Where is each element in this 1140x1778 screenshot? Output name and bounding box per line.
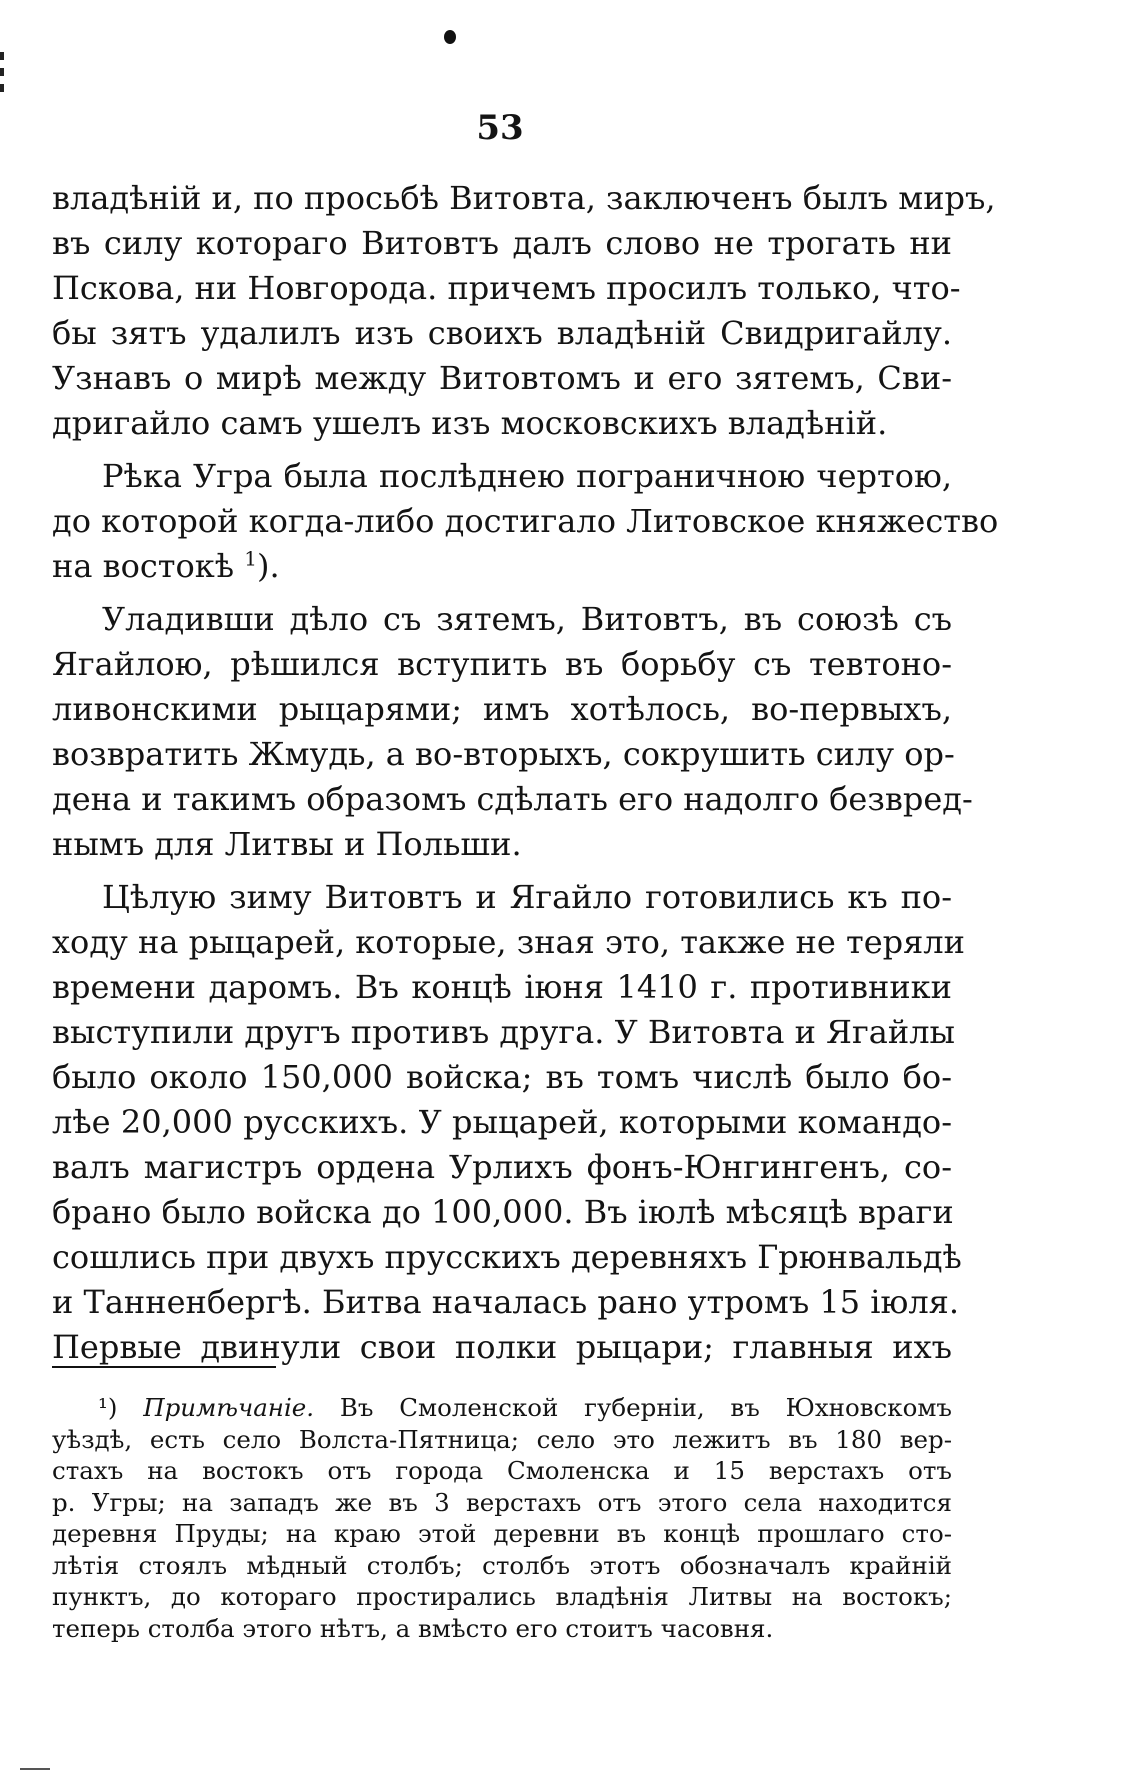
text-line: Пскова, ни Новгорода. причемъ просилъ только, что- <box>52 269 961 307</box>
footnote-line: уѣздѣ, есть село Волста-Пятница; село это лежитъ въ 180 вер- <box>52 1424 952 1454</box>
footnote-line: теперь столба этого нѣтъ, а вмѣсто его стоитъ часовня. <box>52 1613 774 1643</box>
text-line: Первые двинули свои полки рыцари; главныя ихъ <box>52 1328 952 1366</box>
text-fragment: на востокѣ <box>52 547 235 585</box>
text-line: Узнавъ о мирѣ между Витовтомъ и его зятемъ, Сви- <box>52 359 952 397</box>
paragraph-2 <box>52 454 999 589</box>
text-line: выступили другъ противъ друга. У Витовта и Ягайлы <box>52 1013 955 1051</box>
text-line: валъ магистръ ордена Урлихъ фонъ-Юнгингенъ, со- <box>52 1148 952 1186</box>
footnote-line: р. Угры; на западъ же въ 3 верстахъ отъ этого села находится <box>52 1487 952 1517</box>
text-line: ливонскими рыцарями; имъ хотѣлось, во-первыхъ, <box>52 690 952 728</box>
footnote-reference: 1 <box>244 546 257 571</box>
text-line: бы зятъ удалилъ изъ своихъ владѣній Свидригайлу. <box>52 314 952 352</box>
text-fragment: Въ Смоленской губерніи, въ Юхновскомъ <box>339 1393 952 1422</box>
text-line <box>52 544 952 589</box>
footnote-line: деревня Пруды; на краю этой деревни въ концѣ прошлаго сто- <box>52 1519 952 1548</box>
scan-mark <box>20 1768 50 1770</box>
page-number: 53 <box>476 108 524 148</box>
text-line: было около 150,000 войска; въ томъ числѣ было бо- <box>52 1058 952 1096</box>
text-line: брано было войска до 100,000. Въ іюлѣ мѣсяцѣ враги <box>52 1193 954 1231</box>
edge-mark <box>0 52 4 60</box>
text-line: Уладивши дѣло съ зятемъ, Витовтъ, въ союзѣ съ <box>102 600 952 638</box>
footnote-line <box>52 1392 952 1424</box>
text-line: Ягайлою, рѣшился вступить въ борьбу съ тевтоно- <box>52 645 952 683</box>
text-line: дригайло самъ ушелъ изъ московскихъ владѣній. <box>52 404 888 442</box>
edge-mark <box>0 68 4 76</box>
text-line: въ силу котораго Витовтъ далъ слово не трогать ни <box>52 224 952 262</box>
ink-dot <box>444 30 456 44</box>
footnote <box>52 1392 952 1644</box>
text-line: времени даромъ. Въ концѣ іюня 1410 г. противники <box>52 968 952 1006</box>
footnote-line: пунктъ, до котораго простирались владѣнія Литвы на востокъ; <box>52 1582 952 1611</box>
text-line: и Танненбергѣ. Битва началась рано утромъ 15 іюля. <box>52 1283 960 1321</box>
text-line: возвратить Жмудь, а во-вторыхъ, сокрушить силу ор- <box>52 735 955 773</box>
text-line: Рѣка Угра была послѣднею пограничною чертою, <box>102 457 952 495</box>
text-line: владѣній и, по просьбѣ Витовта, заключенъ былъ миръ, <box>52 179 996 217</box>
paragraph-1 <box>52 176 996 446</box>
text-line: лѣе 20,000 русскихъ. У рыцарей, которыми командо- <box>52 1103 952 1141</box>
footnote-marker: ¹) <box>98 1393 118 1422</box>
footnote-label: Примѣчаніе. <box>143 1393 315 1422</box>
footnote-separator <box>52 1366 276 1368</box>
text-line: сошлись при двухъ прусскихъ деревняхъ Грюнвальдѣ <box>52 1238 962 1276</box>
text-line: ходу на рыцарей, которые, зная это, также не теряли <box>52 923 965 961</box>
paragraph-4 <box>52 875 965 1370</box>
text-fragment: ). <box>256 547 280 585</box>
text-line: дена и такимъ образомъ сдѣлать его надолго безвред- <box>52 780 973 818</box>
text-line: до которой когда-либо достигало Литовское княжество <box>52 502 999 540</box>
text-line: нымъ для Литвы и Польши. <box>52 825 522 863</box>
footnote-line: лѣтія стоялъ мѣдный столбъ; столбъ этотъ обозначалъ крайній <box>52 1550 952 1580</box>
edge-mark <box>0 84 4 92</box>
paragraph-3 <box>52 597 973 867</box>
body-text <box>52 176 999 1378</box>
footnote-line: стахъ на востокъ отъ города Смоленска и 15 верстахъ отъ <box>52 1456 952 1485</box>
text-line: Цѣлую зиму Витовтъ и Ягайло готовились къ по- <box>102 878 952 916</box>
